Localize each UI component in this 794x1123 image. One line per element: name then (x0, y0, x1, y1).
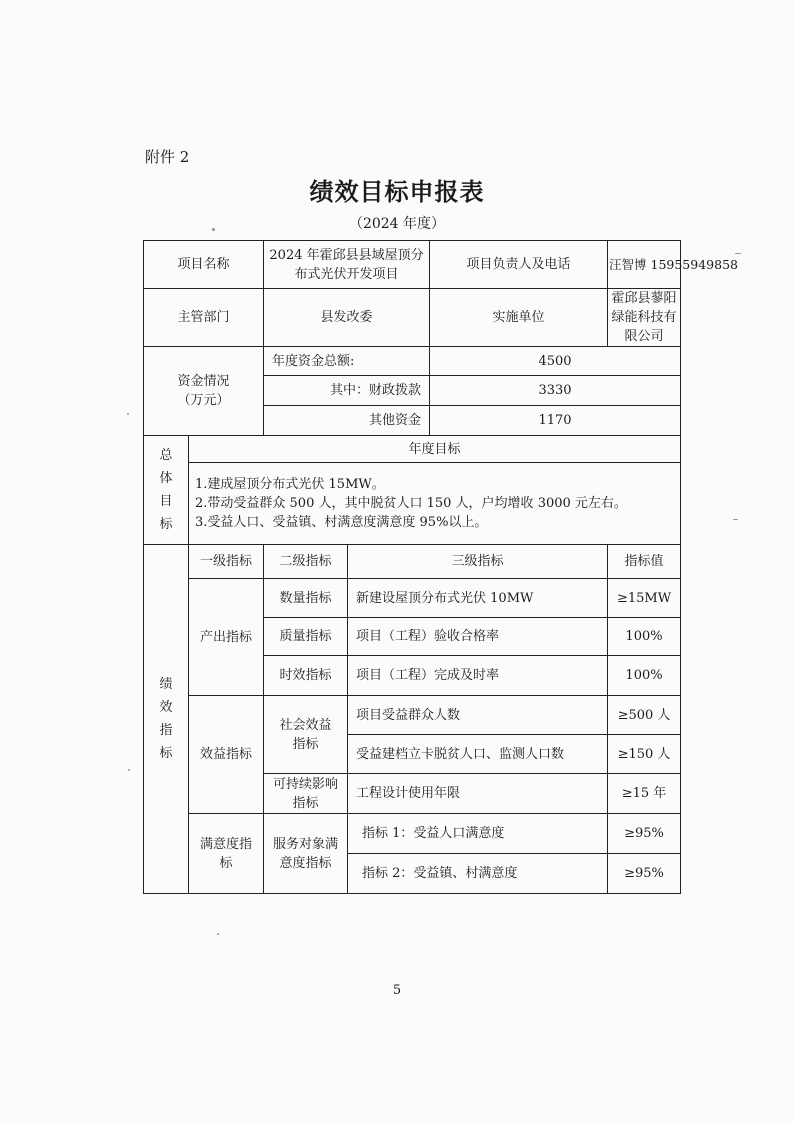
performance-label: 绩效指标 (144, 545, 189, 894)
page-number: 5 (392, 983, 402, 998)
table-row (144, 347, 681, 376)
overall-goal-label: 总体目标 (144, 436, 189, 545)
header-level1: 一级指标 (189, 545, 264, 579)
sustain-label: 可持续影响指标 (264, 774, 348, 814)
table-row (144, 436, 681, 463)
social-item-2: 受益建档立卡脱贫人口、监测人口数 (348, 735, 608, 774)
dept-value: 县发改委 (264, 289, 430, 347)
scan-speck (128, 769, 130, 771)
funds-other-label: 其他资金 (264, 406, 430, 436)
funds-fiscal-value: 3330 (430, 376, 681, 406)
project-name-value: 2024 年霍邱县县域屋顶分布式光伏开发项目 (264, 241, 430, 289)
scan-speck (127, 413, 129, 415)
quantity-item: 新建设屋顶分布式光伏 10MW (348, 579, 608, 618)
dept-label: 主管部门 (144, 289, 264, 347)
scan-speck (212, 228, 215, 231)
quantity-value: ≥15MW (608, 579, 681, 618)
time-value: 100% (608, 656, 681, 696)
goal-item: 2.带动受益群众 500 人，其中脱贫人口 150 人，户均增收 3000 元左右。 (195, 496, 627, 511)
goal-item: 1.建成屋顶分布式光伏 15MW。 (195, 477, 385, 492)
table-row (144, 579, 681, 618)
quality-label: 质量指标 (264, 618, 348, 656)
header-level3: 三级指标 (348, 545, 608, 579)
project-leader-label: 项目负责人及电话 (430, 241, 608, 289)
time-label: 时效指标 (264, 656, 348, 696)
page-title: 绩效目标申报表 (309, 177, 485, 206)
performance-goal-table (143, 240, 738, 894)
social-benefit-label: 社会效益指标 (264, 696, 348, 774)
table-row (144, 814, 681, 854)
satisfaction-item-2: 指标 2：受益镇、村满意度 (348, 854, 608, 894)
funds-total-value: 4500 (430, 347, 681, 376)
table-row (144, 463, 681, 545)
unit-label: 实施单位 (430, 289, 608, 347)
funds-total-label: 年度资金总额: (264, 347, 430, 376)
service-satisfaction-label: 服务对象满意度指标 (264, 814, 348, 894)
overall-goal-header: 年度目标 (189, 436, 681, 463)
table-row (144, 545, 681, 579)
header-level2: 二级指标 (264, 545, 348, 579)
output-label: 产出指标 (189, 579, 264, 696)
quality-value: 100% (608, 618, 681, 656)
project-name-label: 项目名称 (144, 241, 264, 289)
table-row (144, 289, 681, 347)
satisfaction-item-1: 指标 1：受益人口满意度 (348, 814, 608, 854)
scan-speck (735, 253, 741, 254)
social-value-1: ≥500 人 (608, 696, 681, 735)
satisfaction-value-2: ≥95% (608, 854, 681, 894)
quantity-label: 数量指标 (264, 579, 348, 618)
overall-goal-list (189, 463, 681, 545)
quality-item: 项目（工程）验收合格率 (348, 618, 608, 656)
attachment-label: 附件 2 (145, 148, 190, 166)
scan-speck (733, 519, 738, 520)
project-leader-value: 汪智博 15955949858 (608, 241, 681, 289)
satisfaction-label: 满意度指标 (189, 814, 264, 894)
table-row (144, 696, 681, 735)
social-item-1: 项目受益群众人数 (348, 696, 608, 735)
satisfaction-value-1: ≥95% (608, 814, 681, 854)
scan-speck (217, 933, 219, 935)
time-item: 项目（工程）完成及时率 (348, 656, 608, 696)
goal-item: 3.受益人口、受益镇、村满意度满意度 95%以上。 (195, 515, 488, 530)
benefit-label: 效益指标 (189, 696, 264, 814)
unit-value: 霍邱县蓼阳绿能科技有限公司 (608, 289, 681, 347)
year-note: （2024 年度） (348, 216, 446, 232)
sustain-value: ≥15 年 (608, 774, 681, 814)
table-row (144, 241, 681, 289)
social-value-2: ≥150 人 (608, 735, 681, 774)
funds-label: 资金情况（万元） (144, 347, 264, 436)
header-value: 指标值 (608, 545, 681, 579)
funds-other-value: 1170 (430, 406, 681, 436)
sustain-item: 工程设计使用年限 (348, 774, 608, 814)
funds-fiscal-label: 其中：财政拨款 (264, 376, 430, 406)
